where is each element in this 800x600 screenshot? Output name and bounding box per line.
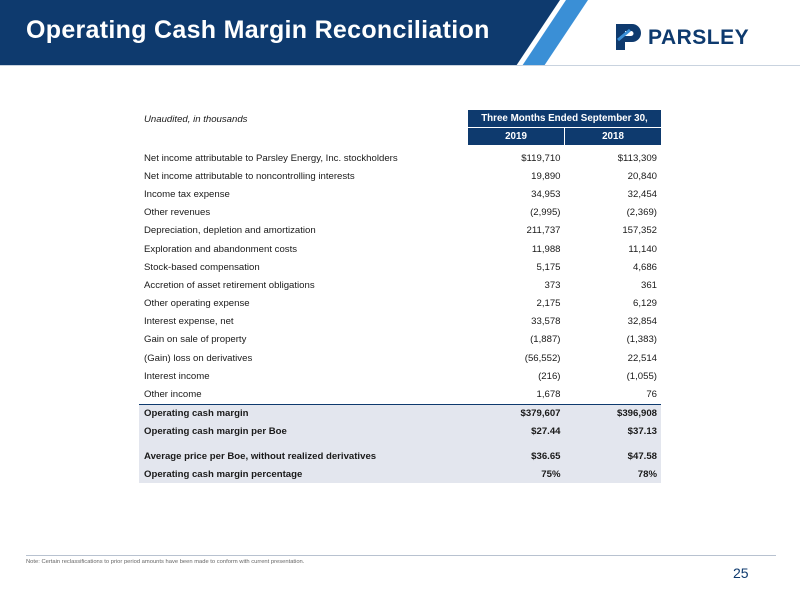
summary-value-2019: $27.44 (468, 423, 565, 441)
row-label: Other income (144, 389, 202, 401)
value-2019: 19,890 (531, 170, 561, 182)
value-2019: (56,552) (524, 352, 561, 364)
row-label: Net income attributable to noncontrolling interests (144, 170, 355, 182)
table-row (139, 258, 661, 276)
row-label: Accretion of asset retirement obligations (144, 279, 315, 291)
value-2019: 33,578 (531, 316, 561, 328)
table-header-row (139, 110, 661, 128)
parsley-p-icon (614, 22, 644, 52)
summary-row (139, 404, 661, 423)
table-row (139, 149, 661, 167)
value-2019: 373 (544, 279, 561, 291)
value-2018: 76 (646, 389, 657, 401)
value-2019: (1,887) (530, 334, 561, 346)
table-row (139, 185, 661, 203)
table-row (139, 276, 661, 294)
table-row (139, 385, 661, 404)
period-header: Three Months Ended September 30, (468, 110, 661, 128)
year-2018-header: 2018 (565, 128, 662, 146)
value-2018: 6,129 (632, 298, 657, 310)
brand-name: PARSLEY (648, 25, 750, 49)
table-row (139, 331, 661, 349)
footer-divider (26, 555, 776, 556)
value-2018: (1,383) (626, 334, 657, 346)
value-2018: 361 (640, 279, 657, 291)
summary-row (139, 465, 661, 483)
value-2018: 157,352 (622, 225, 657, 237)
table-row (139, 295, 661, 313)
table-row (139, 222, 661, 240)
value-2019: (216) (538, 370, 561, 382)
value-2019: 1,678 (536, 389, 561, 401)
summary-value-2018: $396,908 (565, 404, 662, 423)
slide-header (0, 0, 800, 66)
row-label: Gain on sale of property (144, 334, 247, 346)
value-2019: (2,995) (530, 207, 561, 219)
row-label: Income tax expense (144, 188, 230, 200)
table-row (139, 204, 661, 222)
summary-row (139, 423, 661, 441)
value-2019: 34,953 (531, 188, 561, 200)
summary-value-2019: $379,607 (468, 404, 565, 423)
row-label: Depreciation, depletion and amortization (144, 225, 316, 237)
value-2018: 20,840 (627, 170, 657, 182)
table-row (139, 349, 661, 367)
row-label: Interest expense, net (144, 316, 234, 328)
summary-value-2018: 78% (565, 465, 662, 483)
row-label: Net income attributable to Parsley Energy, Inc. stockholders (144, 152, 398, 164)
value-2019: 5,175 (536, 261, 561, 273)
value-2019: $119,710 (521, 152, 561, 164)
summary-label: Average price per Boe, without realized derivatives (139, 447, 468, 465)
brand-logo (614, 22, 749, 52)
reconciliation-table (139, 110, 661, 483)
value-2018: (1,055) (626, 370, 657, 382)
footnote: Note: Certain reclassifications to prior period amounts have been made to conform with current presentation. (26, 559, 305, 565)
row-label: Exploration and abandonment costs (144, 243, 298, 255)
value-2019: 2,175 (536, 298, 561, 310)
summary-row (139, 447, 661, 465)
value-2018: (2,369) (626, 207, 657, 219)
value-2018: 32,854 (627, 316, 657, 328)
value-2019: 11,988 (531, 243, 561, 255)
summary-label: Operating cash margin (139, 404, 468, 423)
year-2019-header: 2019 (468, 128, 565, 146)
value-2018: 22,514 (627, 352, 657, 364)
summary-value-2018: $47.58 (565, 447, 662, 465)
row-label: Other operating expense (144, 298, 250, 310)
table-row (139, 240, 661, 258)
summary-label: Operating cash margin percentage (139, 465, 468, 483)
row-label: Stock-based compensation (144, 261, 260, 273)
table-row (139, 367, 661, 385)
table-row (139, 313, 661, 331)
row-label: (Gain) loss on derivatives (144, 352, 253, 364)
value-2018: 4,686 (632, 261, 657, 273)
row-label: Other revenues (144, 207, 211, 219)
value-2018: 32,454 (627, 188, 657, 200)
summary-value-2018: $37.13 (565, 423, 662, 441)
summary-value-2019: $36.65 (468, 447, 565, 465)
value-2019: 211,737 (526, 225, 561, 237)
table-row (139, 167, 661, 185)
table-subtitle: Unaudited, in thousands (144, 114, 248, 125)
row-label: Interest income (144, 370, 210, 382)
value-2018: 11,140 (628, 243, 657, 255)
summary-label: Operating cash margin per Boe (139, 423, 468, 441)
page-number: 25 (733, 565, 749, 581)
page-title: Operating Cash Margin Reconciliation (26, 16, 490, 44)
summary-value-2019: 75% (468, 465, 565, 483)
value-2018: $113,309 (617, 152, 657, 164)
